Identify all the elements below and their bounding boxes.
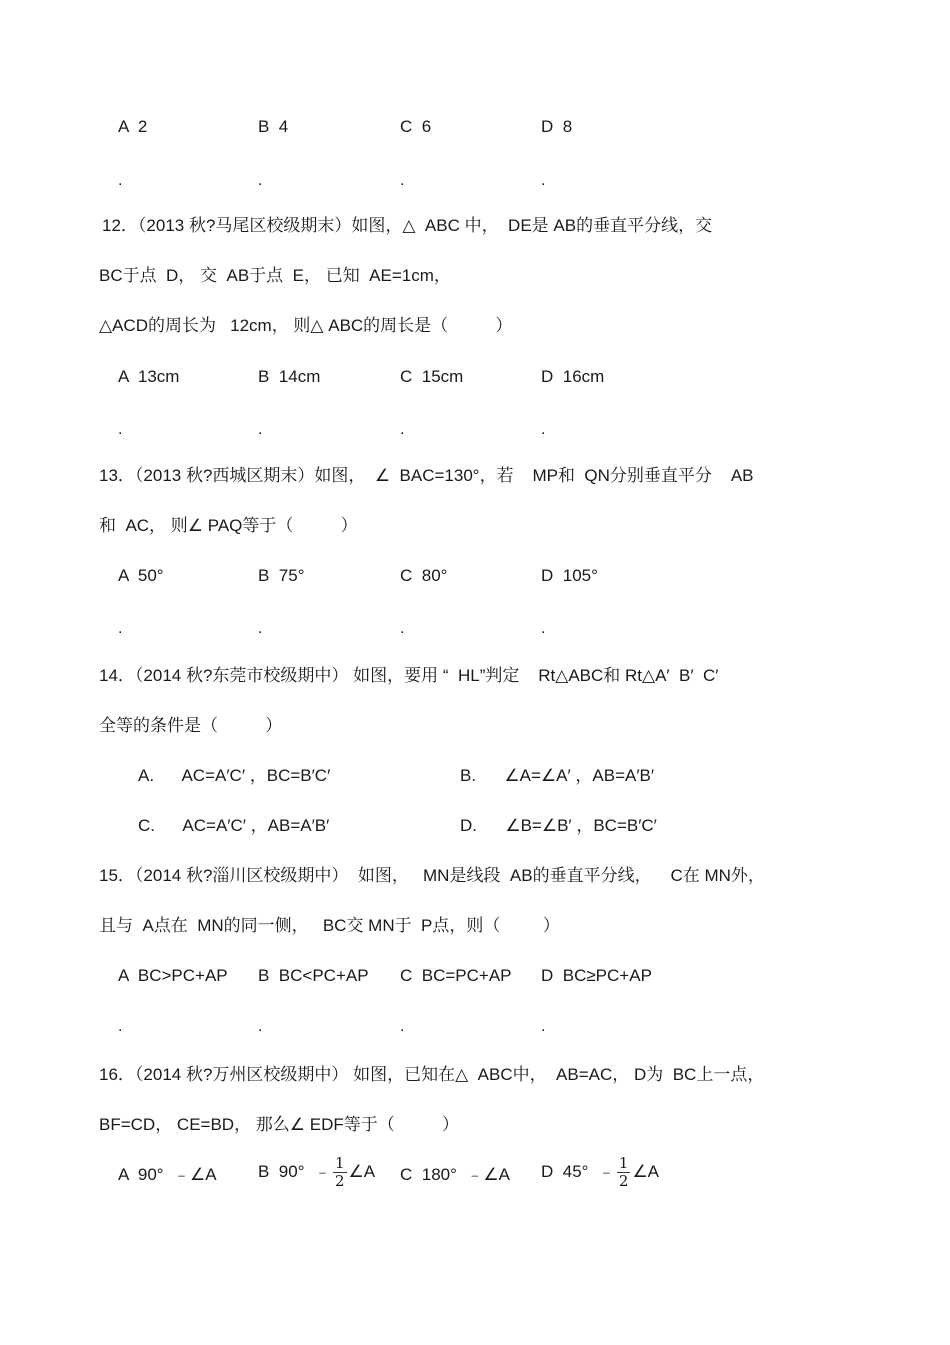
option-dot: . — [118, 172, 123, 189]
q14-option-a[interactable]: A. AC=A′C′ ，BC=B′C′ — [138, 766, 331, 785]
option-dot: . — [258, 421, 263, 438]
q13-option-b[interactable]: B 75° — [258, 566, 305, 585]
q11-option-c[interactable]: C 6 — [400, 117, 432, 136]
q15-stem-line-1: 15．（2014 秋?淄川区校级期中） 如图， MN是线段 AB的垂直平分线， C在 MN外， — [99, 866, 765, 885]
option-dot: . — [258, 620, 263, 637]
q13-option-d[interactable]: D 105° — [541, 566, 598, 585]
q16-stem-line-1: 16．（2014 秋?万州区校级期中） 如图，已知在△ ABC中， AB=AC， D为 BC上一点， — [99, 1065, 765, 1084]
option-dot: . — [118, 620, 123, 637]
q12-option-a[interactable]: A 13cm — [118, 367, 180, 386]
q14-stem-line-2: 全等的条件是（ ） — [99, 716, 283, 735]
option-dot: . — [400, 1018, 405, 1035]
q14-stem-line-1: 14．（2014 秋?东莞市校级期中） 如图，要用 “ HL”判定 Rt△ABC和 Rt△A′ B′ C′ — [99, 666, 719, 685]
q13-option-a[interactable]: A 50° — [118, 566, 164, 585]
fraction-one-half: $\frac{1}{2}$ — [618, 1154, 629, 1191]
q13-option-c[interactable]: C 80° — [400, 566, 448, 585]
q15-stem-line-2: 且与 A点在 MN的同一侧， BC交 MN于 P点，则（ ） — [99, 916, 560, 935]
q15-option-a[interactable]: A BC>PC+AP — [118, 966, 228, 985]
option-dot: . — [541, 172, 546, 189]
q14-option-c[interactable]: C. AC=A′C′ ，AB=A′B′ — [138, 816, 330, 835]
fraction-one-half: $\frac{1}{2}$ — [334, 1154, 345, 1191]
q11-option-d[interactable]: D 8 — [541, 117, 573, 136]
q12-stem-line-1: 12．（2013 秋?马尾区校级期末）如图，△ ABC 中， DE是 AB的垂直平分线，交 — [102, 216, 713, 235]
option-dot: . — [541, 620, 546, 637]
q15-option-b[interactable]: B BC<PC+AP — [258, 966, 369, 985]
option-dot: . — [400, 172, 405, 189]
q12-option-c[interactable]: C 15cm — [400, 367, 464, 386]
option-dot: . — [118, 1018, 123, 1035]
q12-stem-line-3: △ACD的周长为 12cm， 则△ ABC的周长是（ ） — [99, 316, 513, 335]
option-dot: . — [541, 1018, 546, 1035]
q14-option-d[interactable]: D. ∠B=∠B′ ，BC=B′C′ — [460, 816, 657, 835]
q11-option-b[interactable]: B 4 — [258, 117, 289, 136]
q16-option-d[interactable]: D 45° ﹣ $\frac{1}{2}$ ∠A — [541, 1154, 660, 1191]
q11-option-a[interactable]: A 2 — [118, 117, 148, 136]
option-dot: . — [258, 1018, 263, 1035]
q16-option-b[interactable]: B 90° ﹣ $\frac{1}{2}$ ∠A — [258, 1154, 376, 1191]
q13-stem-line-2: 和 AC， 则∠ PAQ等于（ ） — [99, 516, 358, 535]
option-dot: . — [258, 172, 263, 189]
q15-option-c[interactable]: C BC=PC+AP — [400, 966, 512, 985]
option-dot: . — [118, 421, 123, 438]
q13-stem-line-1: 13．（2013 秋?西城区期末）如图， ∠ BAC=130°，若 MP和 QN分别垂直平分 AB — [99, 466, 754, 485]
q12-option-d[interactable]: D 16cm — [541, 367, 605, 386]
q12-stem-line-2: BC于点 D， 交 AB于点 E， 已知 AE=1cm， — [99, 266, 451, 285]
q12-option-b[interactable]: B 14cm — [258, 367, 321, 386]
q16-option-c[interactable]: C 180° ﹣∠A — [400, 1165, 510, 1184]
option-dot: . — [400, 421, 405, 438]
option-dot: . — [400, 620, 405, 637]
q16-option-a[interactable]: A 90° ﹣∠A — [118, 1165, 217, 1184]
option-dot: . — [541, 421, 546, 438]
q16-stem-line-2: BF=CD， CE=BD， 那么∠ EDF等于（ ） — [99, 1115, 460, 1134]
q14-option-b[interactable]: B. ∠A=∠A′ ，AB=A′B′ — [460, 766, 655, 785]
q15-option-d[interactable]: D BC≥PC+AP — [541, 966, 652, 985]
